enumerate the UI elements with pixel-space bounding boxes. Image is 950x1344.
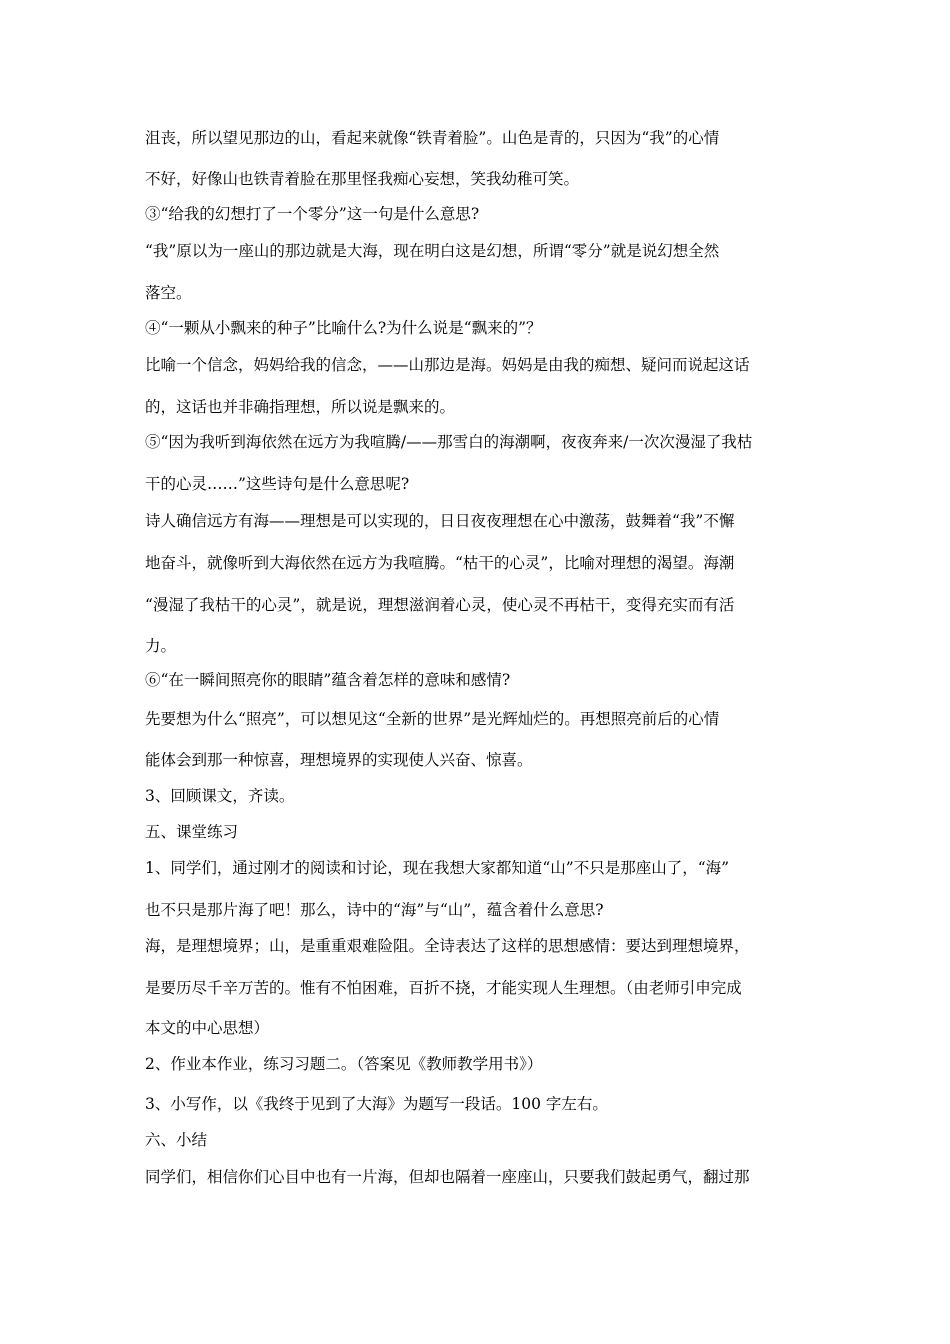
section-heading: 五、课堂练习 — [145, 823, 239, 841]
question-6: ⑥“在一瞬间照亮你的眼睛”蕴含着怎样的意味和感情? — [145, 671, 511, 689]
text-line: 地奋斗，就像听到大海依然在远方为我喧腾。“枯干的心灵”，比喻对理想的渴望。海潮 — [145, 554, 735, 572]
text-line: 不好，好像山也铁青着脸在那里怪我痴心妄想，笑我幼稚可笑。 — [145, 170, 580, 188]
text-line: “我”原以为一座山的那边就是大海，现在明白这是幻想，所谓“零分”就是说幻想全然 — [145, 242, 720, 260]
question-4: ④“一颗从小飘来的种子”比喻什么?为什么说是“飘来的”？ — [145, 319, 542, 337]
text-line: 先要想为什么“照亮”，可以想见这“全新的世界”是光辉灿烂的。再想照亮前后的心情 — [145, 710, 720, 728]
section-heading: 六、小结 — [145, 1131, 208, 1149]
text-line: 海，是理想境界；山，是重重艰难险阻。全诗表达了这样的思想感情：要达到理想境界， — [145, 937, 750, 955]
text-line: 能体会到那一种惊喜，理想境界的实现使人兴奋、惊喜。 — [145, 751, 533, 769]
question-3: ③“给我的幻想打了一个零分”这一句是什么意思? — [145, 205, 480, 223]
text-line: 力。 — [145, 637, 177, 655]
text-line: 也不只是那片海了吧！那么，诗中的“海”与“山”，蕴含着什么意思? — [145, 901, 604, 919]
text-line: 3、回顾课文，齐读。 — [145, 787, 295, 805]
text-line: 沮丧，所以望见那边的山，看起来就像“铁青着脸”。山色是青的，只因为“我”的心情 — [145, 129, 720, 147]
text-line: 1、同学们，通过刚才的阅读和讨论，现在我想大家都知道“山”不只是那座山了，“海” — [145, 859, 730, 877]
text-line: 落空。 — [145, 284, 192, 302]
text-line: 的，这话也并非确指理想，所以说是飘来的。 — [145, 398, 456, 416]
question-5: ⑤“因为我听到海依然在远方为我喧腾/——那雪白的海潮啊，夜夜奔来/一次次漫湿了我枯 — [145, 433, 753, 451]
text-line: 本文的中心思想） — [145, 1019, 270, 1037]
text-line: 同学们，相信你们心目中也有一片海，但却也隔着一座座山，只要我们鼓起勇气，翻过那 — [145, 1168, 750, 1186]
text-line: 3、小写作，以《我终于见到了大海》为题写一段话。100 字左右。 — [145, 1095, 608, 1113]
text-line: 干的心灵……”这些诗句是什么意思呢? — [145, 475, 410, 493]
text-line: 诗人确信远方有海——理想是可以实现的，日日夜夜理想在心中激荡，鼓舞着“我”不懈 — [145, 512, 735, 530]
text-line: 比喻一个信念，妈妈给我的信念，——山那边是海。妈妈是由我的痴想、疑问而说起这话 — [145, 356, 750, 374]
text-line: 是要历尽千辛万苦的。惟有不怕困难，百折不挠，才能实现人生理想。（由老师引申完成 — [145, 979, 742, 997]
text-line: “漫湿了我枯干的心灵”，就是说，理想滋润着心灵，使心灵不再枯干，变得充实而有活 — [145, 596, 735, 614]
text-line: 2、作业本作业，练习习题二。（答案见《教师教学用书》） — [145, 1055, 543, 1073]
